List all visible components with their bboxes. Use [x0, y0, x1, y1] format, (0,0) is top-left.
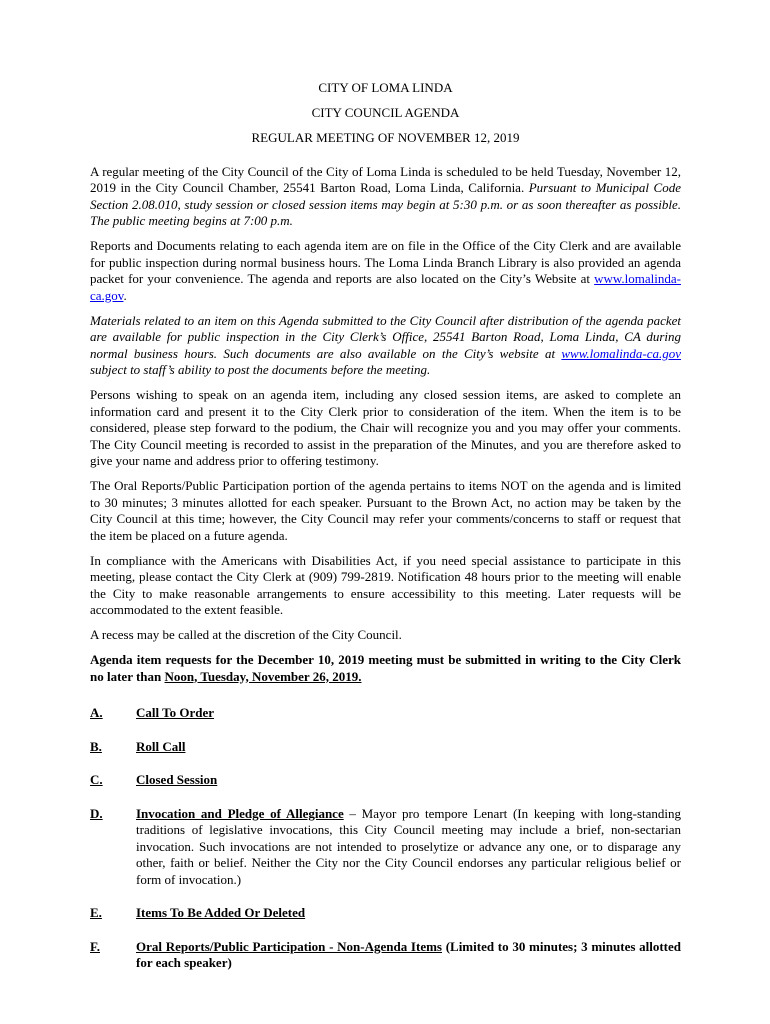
meeting-info-text: A regular meeting of the City Council of the City of Loma Linda is scheduled to be held Tuesday, November 12, 2019 in the City Council Chamber, 25541 Barton Road, Loma Linda, California.: [90, 163, 681, 195]
item-description: – Mayor pro tempore Lenart (In keeping with long-standing traditions of legislative invocations, this City Council meeting may include a brief, non-sectarian invocation. Such invocations are not intended to proselytize or advance any one, or to disparage any other, faith or belief. Neither the City nor the City Council endorses any particular religious belief or form of invocation.): [136, 805, 681, 887]
meeting-info-paragraph: [90, 164, 681, 230]
city-website-link[interactable]: www.lomalinda-ca.gov: [90, 271, 681, 303]
materials-end: subject to staff’s ability to post the documents before the meeting.: [90, 362, 431, 377]
item-letter: A.: [90, 705, 103, 720]
agenda-content: [90, 80, 681, 989]
speaker-paragraph: Persons wishing to speak on an agenda item, including any closed session items, are asked to complete an information card and present it to the City Clerk prior to consideration of the item. When the item is to be considered, please step forward to the podium, the Chair will recognize you and you may offer your comments. The City Council meeting is recorded to assist in the preparation of the Minutes, and you are therefore asked to give your name and address prior to offering testimony.: [90, 387, 681, 468]
deadline-date: Noon, Tuesday, November 26, 2019.: [164, 668, 362, 684]
deadline-text: Agenda item requests for the December 10, 2019 meeting must be submitted in writing to the City Clerk no later than: [90, 652, 681, 684]
item-description: (Limited to 30 minutes; 3 minutes allotted for each speaker): [136, 938, 682, 970]
reports-end: .: [123, 287, 127, 303]
agenda-item-e: [90, 905, 681, 922]
agenda-heading: CITY COUNCIL AGENDA: [311, 105, 460, 120]
meeting-time-note: Pursuant to Municipal Code Section 2.08.010, study session or closed session items may begin at 5:30 p.m. or as soon thereafter as possible. The public meeting begins at 7:00 p.m.: [90, 180, 681, 228]
item-letter: C.: [90, 772, 103, 787]
agenda-item-b: [90, 739, 681, 756]
recess-paragraph: A recess may be called at the discretion of the City Council.: [90, 627, 402, 642]
city-website-link-2[interactable]: www.lomalinda-ca.gov: [561, 345, 681, 361]
materials-paragraph: [90, 313, 681, 379]
city-name-heading: CITY OF LOMA LINDA: [318, 80, 453, 95]
materials-text: Materials related to an item on this Agenda submitted to the City Council after distribution of the agenda packet are available for public inspection in the City Clerk’s Office, 25541 Barton Road, Loma Linda, CA during normal business hours. Such documents are also available on the City’s website at: [90, 312, 681, 361]
item-title: Closed Session: [136, 772, 218, 787]
reports-paragraph: [90, 238, 681, 304]
deadline-paragraph: [90, 652, 681, 685]
item-title: Oral Reports/Public Participation - Non-Agenda Items: [136, 938, 442, 954]
ada-paragraph: In compliance with the Americans with Disabilities Act, if you need special assistance to participate in this meeting, please contact the City Clerk at (909) 799-2819. Notification 48 hours prior to the meeting will enable the City to make reasonable arrangements to ensure accessibility to this meeting. Later requests will be accommodated to the extent feasible.: [90, 552, 681, 617]
agenda-item-d: [90, 806, 681, 889]
item-letter: B.: [90, 738, 102, 754]
meeting-date-heading: REGULAR MEETING OF NOVEMBER 12, 2019: [251, 130, 520, 145]
agenda-item-c: [90, 772, 681, 789]
agenda-item-f: [90, 939, 681, 972]
item-title: Invocation and Pledge of Allegiance: [136, 805, 344, 821]
agenda-item-a: [90, 705, 681, 722]
item-letter: E.: [90, 905, 102, 920]
item-title: Call To Order: [136, 705, 215, 720]
oral-reports-paragraph: The Oral Reports/Public Participation portion of the agenda pertains to items NOT on the agenda and is limited to 30 minutes; 3 minutes allotted for each speaker. Pursuant to the Brown Act, no action may be taken by the City Council at this time; however, the City Council may refer your comments/concerns to staff or request that the item be placed on a future agenda.: [90, 478, 681, 543]
item-title: Items To Be Added Or Deleted: [136, 905, 306, 920]
item-letter: D.: [90, 805, 103, 821]
reports-text: Reports and Documents relating to each agenda item are on file in the Office of the City Clerk and are available for public inspection during normal business hours. The Loma Linda Branch Library is also provided an agenda packet for your convenience. The agenda and reports are also located on the City’s Website at: [90, 238, 681, 286]
item-letter: F.: [90, 938, 100, 954]
item-title: Roll Call: [136, 738, 186, 754]
